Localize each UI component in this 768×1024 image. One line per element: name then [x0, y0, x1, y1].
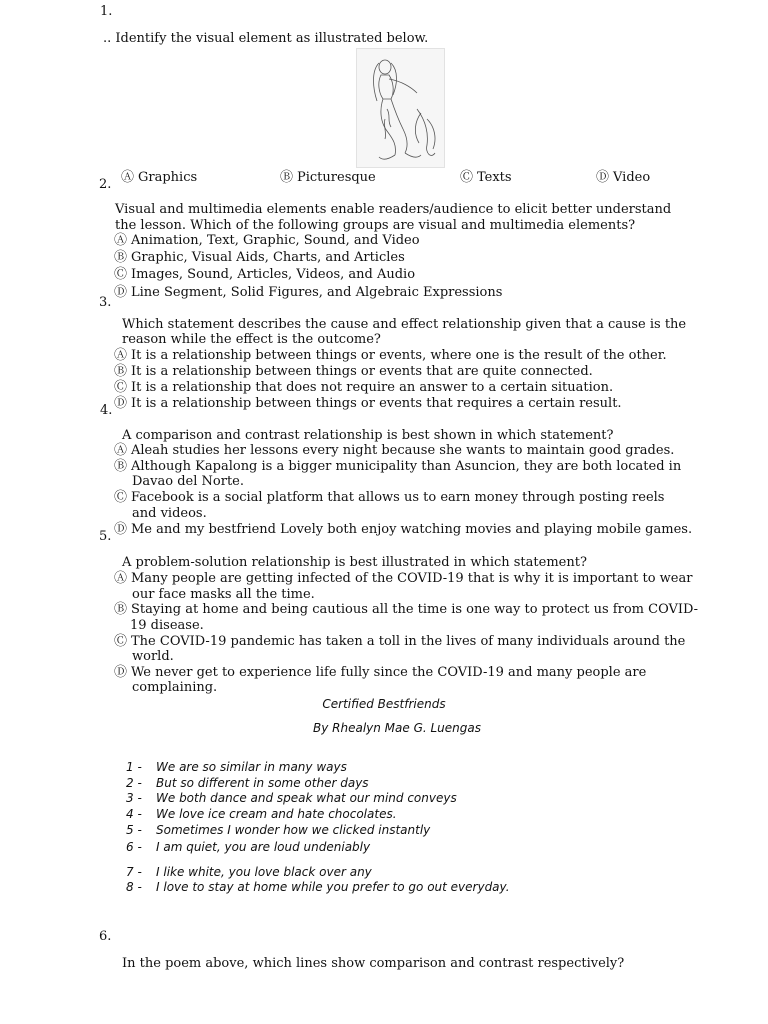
- question-1-stem: .. Identify the visual element as illustrated below.: [103, 31, 429, 46]
- option-a-marker: Ⓐ: [114, 571, 128, 586]
- option-c-marker: Ⓒ: [114, 490, 128, 505]
- option-d-marker: Ⓓ: [114, 396, 128, 411]
- option-b-marker: Ⓑ: [114, 602, 128, 617]
- q1-option-a[interactable]: [121, 170, 197, 186]
- question-5-stem: A problem-solution relationship is best illustrated in which statement?: [122, 555, 587, 570]
- option-b-marker: Ⓑ: [114, 250, 128, 265]
- q3-option-d[interactable]: [114, 396, 622, 412]
- question-4-number: 4.: [100, 403, 113, 418]
- q2-option-b[interactable]: [114, 250, 405, 266]
- poem-line-number: 3 -: [126, 791, 142, 805]
- poem-line: [126, 775, 369, 791]
- option-b-text: It is a relationship between things or events that are quite connected.: [131, 364, 593, 379]
- option-a-text: It is a relationship between things or events, where one is the result of the other.: [131, 348, 667, 363]
- mermaid-sketch-icon: [357, 49, 444, 167]
- question-4-stem: A comparison and contrast relationship is best shown in which statement?: [122, 428, 614, 443]
- question-3-stem-line-2: reason while the effect is the outcome?: [122, 332, 381, 347]
- option-b-marker: Ⓑ: [114, 459, 128, 474]
- option-b-text: Graphic, Visual Aids, Charts, and Articles: [131, 250, 405, 265]
- q1-option-d[interactable]: [596, 170, 650, 186]
- q3-option-b[interactable]: [114, 364, 593, 380]
- q5-option-a[interactable]: [114, 571, 692, 587]
- q1-option-b[interactable]: [280, 170, 376, 186]
- option-d-text: Line Segment, Solid Figures, and Algebraic Expressions: [131, 285, 503, 300]
- q2-option-c[interactable]: [114, 267, 415, 283]
- question-1-number: 1.: [100, 4, 113, 19]
- poem-line: [126, 864, 372, 880]
- poem-line-text: We both dance and speak what our mind conveys: [156, 791, 457, 805]
- q5-option-b[interactable]: [114, 602, 698, 618]
- option-a-text: Many people are getting infected of the COVID-19 that is why it is important to wear: [131, 571, 693, 586]
- poem-line-text: I am quiet, you are loud undeniably: [156, 840, 371, 854]
- option-a-marker: Ⓐ: [114, 233, 128, 248]
- poem-line: [126, 839, 370, 855]
- q1-option-c[interactable]: [460, 170, 512, 186]
- poem-line-number: 4 -: [126, 807, 142, 821]
- question-6-number: 6.: [99, 929, 112, 944]
- poem-title: Certified Bestfriends: [322, 697, 446, 711]
- question-6-stem: In the poem above, which lines show comparison and contrast respectively?: [122, 956, 625, 971]
- q5-option-a-continuation: our face masks all the time.: [132, 587, 315, 602]
- option-b-text: Although Kapalong is a bigger municipality than Asuncion, they are both located in: [131, 459, 682, 474]
- poem-author: By Rhealyn Mae G. Luengas: [312, 721, 482, 735]
- question-2-stem-line-1: Visual and multimedia elements enable readers/audience to elicit better understand: [115, 202, 672, 217]
- q3-option-a[interactable]: [114, 348, 667, 364]
- poem-line-number: 5 -: [126, 823, 142, 837]
- q2-option-d[interactable]: [114, 285, 502, 301]
- option-a-marker: Ⓐ: [114, 348, 128, 363]
- option-a-marker: Ⓐ: [114, 443, 128, 458]
- poem-line: [126, 822, 430, 838]
- question-5-number: 5.: [99, 529, 112, 544]
- option-c-text: Facebook is a social platform that allows us to earn money through posting reels: [131, 490, 665, 505]
- option-c-text: It is a relationship that does not require an answer to a certain situation.: [131, 380, 614, 395]
- question-2-stem-line-2: the lesson. Which of the following groups are visual and multimedia elements?: [115, 218, 636, 233]
- option-a-text: Animation, Text, Graphic, Sound, and Video: [131, 233, 420, 248]
- q5-option-c[interactable]: [114, 634, 685, 650]
- poem-line-text: But so different in some other days: [156, 776, 369, 790]
- q4-option-d[interactable]: [114, 522, 692, 538]
- option-d-text: It is a relationship between things or events that requires a certain result.: [131, 396, 622, 411]
- poem-line-number: 8 -: [126, 880, 142, 894]
- poem-line-text: We are so similar in many ways: [156, 760, 347, 774]
- poem-line-text: We love ice cream and hate chocolates.: [156, 807, 397, 821]
- option-b-marker: Ⓑ: [114, 364, 128, 379]
- q3-option-c[interactable]: [114, 380, 613, 396]
- poem-line-text: I like white, you love black over any: [156, 865, 372, 879]
- option-c-marker: Ⓒ: [460, 170, 474, 185]
- q4-option-b[interactable]: [114, 459, 681, 475]
- q5-option-d-continuation: complaining.: [132, 680, 218, 695]
- option-a-text: Graphics: [138, 170, 198, 185]
- q4-option-c[interactable]: [114, 490, 664, 506]
- option-b-text: Staying at home and being cautious all the time is one way to protect us from COVID-: [131, 602, 699, 617]
- option-c-text: The COVID-19 pandemic has taken a toll in the lives of many individuals around the: [131, 634, 686, 649]
- poem-line: [126, 790, 457, 806]
- option-c-marker: Ⓒ: [114, 634, 128, 649]
- option-d-marker: Ⓓ: [114, 665, 128, 680]
- option-c-text: Texts: [477, 170, 512, 185]
- option-d-marker: Ⓓ: [596, 170, 610, 185]
- poem-line-number: 7 -: [126, 865, 142, 879]
- option-d-marker: Ⓓ: [114, 522, 128, 537]
- poem-line-number: 1 -: [126, 760, 142, 774]
- poem-line-text: Sometimes I wonder how we clicked instantly: [156, 823, 431, 837]
- option-c-marker: Ⓒ: [114, 380, 128, 395]
- poem-line-text: I love to stay at home while you prefer to go out everyday.: [156, 880, 510, 894]
- q5-option-d[interactable]: [114, 665, 646, 681]
- option-d-text: We never get to experience life fully since the COVID-19 and many people are: [131, 665, 647, 680]
- question-3-stem-line-1: Which statement describes the cause and effect relationship given that a cause is the: [122, 317, 687, 332]
- q5-option-b-continuation: 19 disease.: [130, 618, 204, 633]
- option-d-text: Me and my bestfriend Lovely both enjoy watching movies and playing mobile games.: [131, 522, 693, 537]
- option-a-marker: Ⓐ: [121, 170, 135, 185]
- q2-option-a[interactable]: [114, 233, 420, 249]
- q4-option-b-continuation: Davao del Norte.: [132, 474, 244, 489]
- poem-line-number: 6 -: [126, 840, 142, 854]
- poem-line-number: 2 -: [126, 776, 142, 790]
- mermaid-illustration: [356, 48, 445, 168]
- q5-option-c-continuation: world.: [132, 649, 174, 664]
- option-c-text: Images, Sound, Articles, Videos, and Audio: [131, 267, 416, 282]
- q4-option-c-continuation: and videos.: [132, 506, 207, 521]
- option-a-text: Aleah studies her lessons every night because she wants to maintain good grades.: [131, 443, 675, 458]
- poem-line: [126, 879, 510, 895]
- q4-option-a[interactable]: [114, 443, 674, 459]
- question-2-number: 2.: [99, 177, 112, 192]
- poem-line: [126, 759, 347, 775]
- poem-line: [126, 806, 397, 822]
- option-b-text: Picturesque: [297, 170, 376, 185]
- option-d-text: Video: [613, 170, 651, 185]
- question-3-number: 3.: [99, 295, 112, 310]
- option-d-marker: Ⓓ: [114, 285, 128, 300]
- option-b-marker: Ⓑ: [280, 170, 294, 185]
- option-c-marker: Ⓒ: [114, 267, 128, 282]
